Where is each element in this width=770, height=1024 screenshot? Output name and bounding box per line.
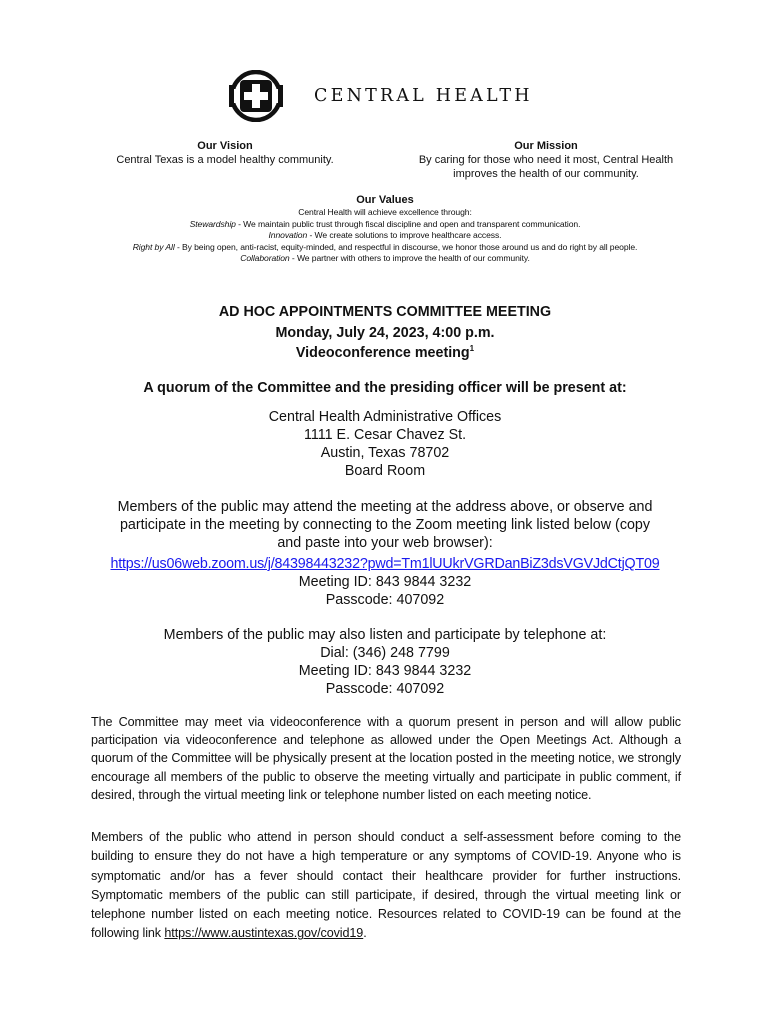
meeting-title: AD HOC APPOINTMENTS COMMITTEE MEETING (218, 304, 552, 320)
value-text: - We maintain public trust through fiscal discipline and open and transparent communication. (235, 218, 581, 229)
mission-text-line-1: By caring for those who need it most, Central Health (418, 154, 674, 166)
meeting-datetime: Monday, July 24, 2023, 4:00 p.m. (275, 324, 495, 341)
vision-text: Central Texas is a model healthy community. (116, 154, 334, 166)
public-attend-line-3: and paste into your web browser): (277, 535, 493, 551)
public-attend-line-1: Members of the public may attend the meeting at the address above, or observe and (117, 499, 653, 515)
vision-heading: Our Vision (197, 140, 253, 152)
address-line-1: Central Health Administrative Offices (268, 409, 502, 425)
central-health-logo (228, 70, 533, 122)
value-item-collaboration (0, 253, 770, 265)
value-term: Collaboration (240, 253, 290, 264)
zoom-meeting-link[interactable]: https://us06web.zoom.us/j/84398443232?pwd=Tm1lUUkrVGRDanBiZ3dsVGVJdCtjQT09 (110, 556, 660, 572)
value-text: - By being open, anti-racist, equity-minded, and respectful in discourse, we honor those around us and do right by all people. (174, 241, 638, 252)
value-text: - We partner with others to improve the health of our community. (289, 253, 530, 264)
mission-heading: Our Mission (514, 140, 578, 152)
covid19-link[interactable]: https://www.austintexas.gov/covid19 (164, 926, 364, 941)
value-item-stewardship (0, 219, 770, 231)
value-term: Innovation (268, 230, 308, 241)
zoom-meeting-id: Meeting ID: 843 9844 3232 (298, 574, 472, 590)
covid-paragraph (91, 828, 681, 944)
phone-meeting-id: Meeting ID: 843 9844 3232 (298, 663, 472, 679)
meeting-address (0, 408, 770, 480)
meeting-type (0, 343, 770, 364)
address-line-3: Austin, Texas 78702 (320, 445, 450, 461)
meeting-type-text: Videoconference meeting (295, 345, 470, 361)
value-term: Stewardship (189, 218, 236, 229)
covid-paragraph-end: . (363, 926, 367, 941)
covid-paragraph-text: Members of the public who attend in person should conduct a self-assessment before coming to the building to ensure they do not have a high temperature or any symptoms of COVID-19. Anyone who is symptomatic and/or has a fever should contact their healthcare provider for further instructions. Symptomatic members of the public can still participate, if desired, through the virtual meeting link or telephone number listed on each meeting notice. Resources related to COVID-19 can be found at the following link (91, 830, 681, 941)
address-line-2: 1111 E. Cesar Chavez St. (303, 427, 467, 443)
phone-dial: Dial: (346) 248 7799 (320, 645, 450, 661)
value-term: Right by All (132, 241, 175, 252)
meeting-heading (0, 302, 770, 364)
values-block (0, 193, 770, 265)
address-line-4: Board Room (344, 463, 426, 479)
public-attend-notice (60, 498, 710, 552)
value-text: - We create solutions to improve healthcare access. (307, 230, 502, 241)
value-item-right-by-all (0, 242, 770, 254)
videoconference-paragraph: The Committee may meet via videoconference with a quorum present in person and will allow public participation via videoconference and telephone as allowed under the Open Meetings Act. Although a quorum of the Committee will be physically present at the location posted in the meeting notice, we strongly encourage all members of the public to observe the meeting virtually and participate in public comment, if desired, through the virtual meeting link or telephone number listed on each meeting notice. (91, 715, 681, 802)
values-heading: Our Values (356, 194, 414, 206)
mission-text-line-2: improves the health of our community. (453, 168, 639, 180)
mission-block (398, 139, 694, 181)
zoom-passcode: Passcode: 407092 (325, 592, 445, 608)
footnote-mark: 1 (469, 344, 475, 353)
zoom-details (0, 555, 770, 609)
phone-details (0, 626, 770, 698)
public-attend-line-2: participate in the meeting by connecting to the Zoom meeting link listed below (copy (119, 517, 651, 533)
central-health-cross-icon (228, 70, 284, 122)
values-intro: Central Health will achieve excellence through: (298, 207, 472, 217)
phone-intro: Members of the public may also listen and participate by telephone at: (163, 627, 607, 643)
phone-passcode: Passcode: 407092 (325, 681, 445, 697)
logo-wordmark: CENTRAL HEALTH (314, 86, 533, 106)
quorum-statement: A quorum of the Committee and the presiding officer will be present at: (143, 380, 627, 396)
value-item-innovation (0, 230, 770, 242)
vision-block (100, 139, 350, 167)
